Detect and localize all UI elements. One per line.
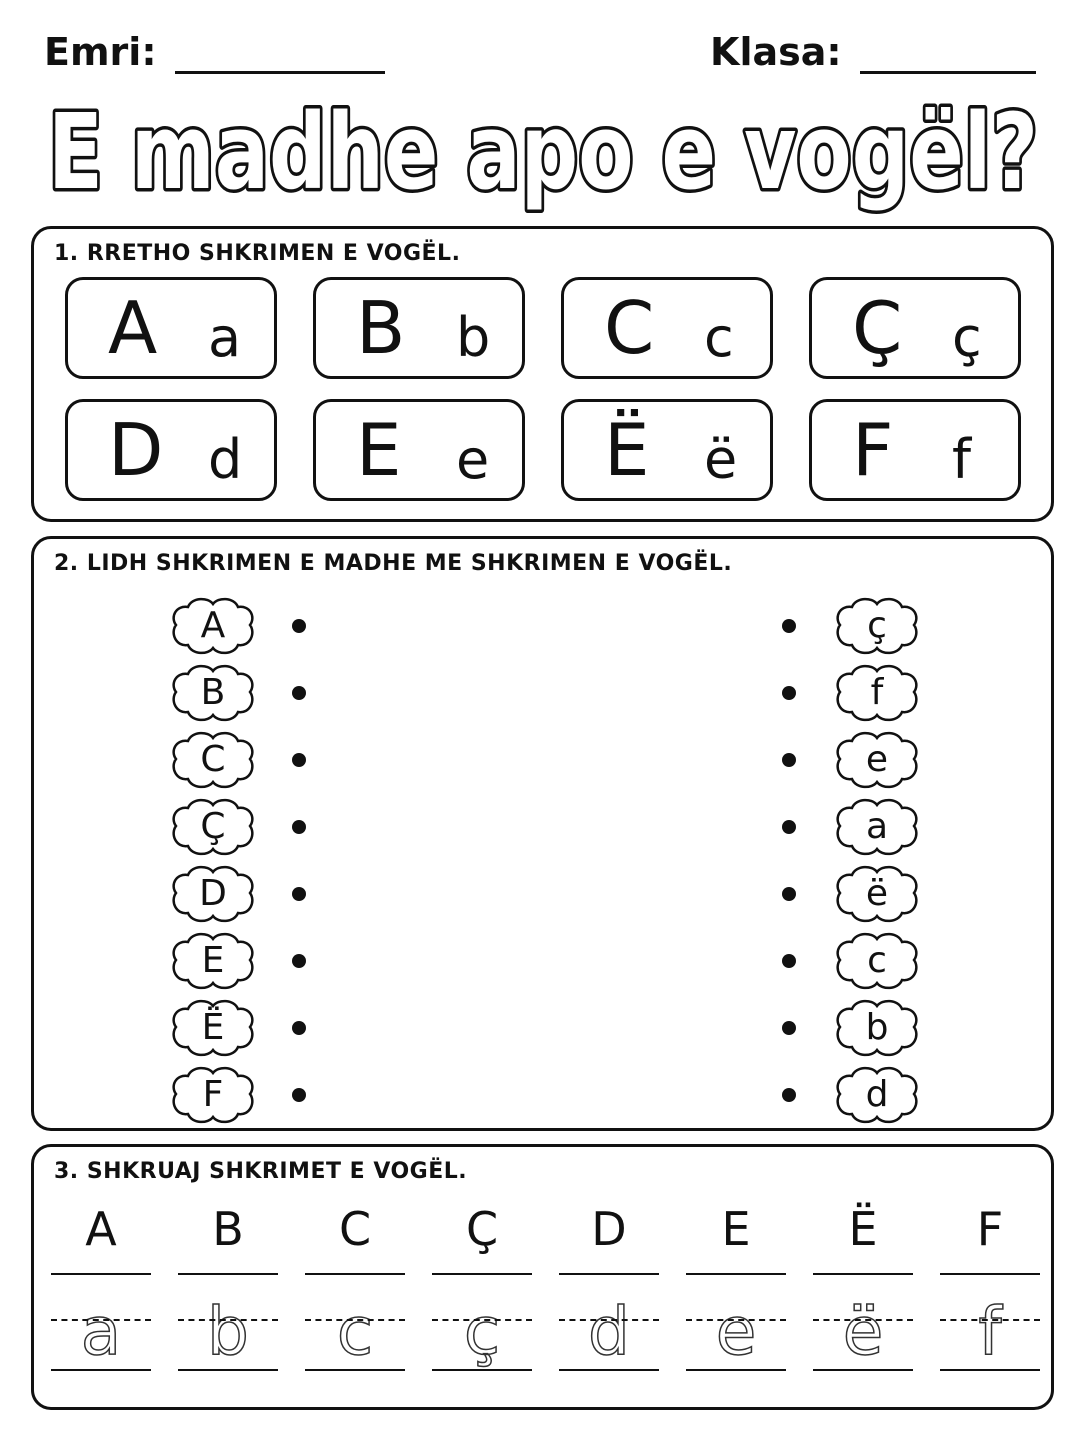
writing-top-line (432, 1273, 532, 1275)
uppercase-match-item (168, 796, 258, 858)
writing-top-line (51, 1273, 151, 1275)
lowercase-letter[interactable]: ë (704, 428, 738, 491)
trace-lowercase-letter[interactable]: a (80, 1293, 122, 1370)
write-lowercase-section (31, 1144, 1054, 1410)
lowercase-letter: ç (867, 605, 887, 646)
uppercase-letter: C (604, 286, 655, 370)
connect-dot[interactable] (292, 1021, 306, 1035)
lowercase-letter[interactable]: e (456, 428, 490, 491)
uppercase-match-item (168, 595, 258, 657)
connect-dot[interactable] (292, 753, 306, 767)
connect-dot[interactable] (782, 820, 796, 834)
trace-lowercase-letter[interactable]: d (588, 1293, 630, 1370)
uppercase-letter: D (591, 1202, 627, 1256)
connect-dot[interactable] (292, 954, 306, 968)
uppercase-letter: D (199, 873, 227, 914)
uppercase-match-item (168, 729, 258, 791)
lowercase-match-item (832, 1064, 922, 1126)
match-letters-section (31, 536, 1054, 1131)
connect-dot[interactable] (782, 1088, 796, 1102)
uppercase-letter: Ç (200, 806, 226, 847)
uppercase-letter: F (202, 1074, 224, 1115)
writing-base-line (432, 1369, 532, 1371)
uppercase-letter: E (356, 408, 402, 492)
uppercase-letter: F (976, 1202, 1004, 1256)
writing-base-line (51, 1369, 151, 1371)
uppercase-letter: Ç (465, 1202, 499, 1256)
writing-base-line (686, 1369, 786, 1371)
uppercase-match-item (168, 1064, 258, 1126)
lowercase-letter[interactable]: b (456, 306, 491, 369)
uppercase-letter: B (200, 672, 226, 713)
connect-dot[interactable] (782, 1021, 796, 1035)
uppercase-letter: Ë (201, 1007, 225, 1048)
section-3-instruction: 3. SHKRUAJ SHKRIMET E VOGËL. (54, 1159, 468, 1184)
lowercase-match-item (832, 863, 922, 925)
letter-card[interactable] (561, 399, 773, 501)
uppercase-match-item (168, 662, 258, 724)
section-2-instruction: 2. LIDH SHKRIMEN E MADHE ME SHKRIMEN E VOGËL. (54, 551, 733, 576)
trace-lowercase-letter[interactable]: ë (842, 1293, 884, 1370)
letter-card[interactable] (809, 277, 1021, 379)
worksheet-title-text: E madhe apo e vogël? (48, 91, 1038, 213)
lowercase-letter[interactable]: ç (952, 306, 982, 369)
connect-dot[interactable] (292, 887, 306, 901)
writing-base-line (178, 1369, 278, 1371)
section-1-instruction: 1. RRETHO SHKRIMEN E VOGËL. (54, 241, 461, 266)
worksheet-title (0, 88, 1086, 218)
lowercase-letter: d (865, 1074, 889, 1115)
letter-card[interactable] (65, 399, 277, 501)
trace-lowercase-letter[interactable]: e (715, 1293, 757, 1370)
lowercase-match-item (832, 729, 922, 791)
writing-mid-dashed-line (178, 1319, 278, 1321)
uppercase-letter: E (721, 1202, 751, 1256)
lowercase-letter: a (865, 806, 889, 847)
lowercase-letter: b (865, 1007, 889, 1048)
uppercase-letter: B (356, 286, 406, 370)
connect-dot[interactable] (782, 753, 796, 767)
uppercase-letter: Ë (604, 408, 650, 492)
lowercase-letter: c (867, 940, 887, 981)
name-label: Emri: (44, 30, 157, 74)
lowercase-letter[interactable]: a (208, 306, 242, 369)
circle-lowercase-section (31, 226, 1054, 522)
lowercase-letter[interactable]: d (208, 428, 243, 491)
writing-mid-dashed-line (559, 1319, 659, 1321)
writing-top-line (305, 1273, 405, 1275)
lowercase-match-item (832, 595, 922, 657)
connect-dot[interactable] (292, 686, 306, 700)
connect-dot[interactable] (292, 820, 306, 834)
writing-base-line (559, 1369, 659, 1371)
writing-mid-dashed-line (686, 1319, 786, 1321)
trace-lowercase-letter[interactable]: ç (463, 1293, 501, 1370)
trace-lowercase-letter[interactable]: f (978, 1293, 1002, 1370)
letter-card-grid (65, 277, 1021, 501)
connect-dot[interactable] (782, 954, 796, 968)
connect-dot[interactable] (292, 1088, 306, 1102)
writing-base-line (813, 1369, 913, 1371)
connect-dot[interactable] (292, 619, 306, 633)
lowercase-match-item (832, 997, 922, 1059)
lowercase-letter: f (870, 672, 884, 713)
uppercase-letter: A (85, 1202, 117, 1256)
writing-mid-dashed-line (813, 1319, 913, 1321)
writing-mid-dashed-line (940, 1319, 1040, 1321)
uppercase-letter: F (852, 408, 894, 492)
writing-top-line (813, 1273, 913, 1275)
lowercase-letter: e (865, 739, 889, 780)
uppercase-letter: Ë (848, 1202, 878, 1256)
lowercase-letter[interactable]: f (952, 428, 972, 491)
uppercase-letter: A (200, 605, 226, 646)
lowercase-letter[interactable]: c (704, 306, 734, 369)
uppercase-match-item (168, 930, 258, 992)
name-blank-line[interactable] (175, 41, 385, 74)
class-blank-line[interactable] (860, 41, 1036, 74)
writing-mid-dashed-line (432, 1319, 532, 1321)
writing-top-line (559, 1273, 659, 1275)
writing-top-line (686, 1273, 786, 1275)
writing-mid-dashed-line (305, 1319, 405, 1321)
uppercase-letter: Ç (852, 286, 903, 370)
writing-base-line (940, 1369, 1040, 1371)
uppercase-letter: C (338, 1202, 372, 1256)
letter-card[interactable] (561, 277, 773, 379)
name-field[interactable] (44, 30, 385, 74)
connect-dot[interactable] (782, 686, 796, 700)
lowercase-letter: ë (865, 873, 889, 914)
writing-top-line (178, 1273, 278, 1275)
letter-card[interactable] (809, 399, 1021, 501)
letter-card[interactable] (65, 277, 277, 379)
letter-card[interactable] (313, 399, 525, 501)
lowercase-match-item (832, 930, 922, 992)
uppercase-letter: B (212, 1202, 244, 1256)
trace-lowercase-letter[interactable]: c (336, 1293, 374, 1370)
uppercase-letter: A (108, 286, 158, 370)
lowercase-match-item (832, 662, 922, 724)
uppercase-match-item (168, 997, 258, 1059)
class-field[interactable] (710, 30, 1036, 74)
connect-dot[interactable] (782, 619, 796, 633)
trace-lowercase-letter[interactable]: b (207, 1293, 249, 1370)
uppercase-letter: C (200, 739, 226, 780)
writing-mid-dashed-line (51, 1319, 151, 1321)
connect-dot[interactable] (782, 887, 796, 901)
uppercase-letter: E (201, 940, 225, 981)
uppercase-letter: D (108, 408, 164, 492)
class-label: Klasa: (710, 30, 842, 74)
writing-top-line (940, 1273, 1040, 1275)
letter-card[interactable] (313, 277, 525, 379)
lowercase-match-item (832, 796, 922, 858)
writing-base-line (305, 1369, 405, 1371)
uppercase-match-item (168, 863, 258, 925)
